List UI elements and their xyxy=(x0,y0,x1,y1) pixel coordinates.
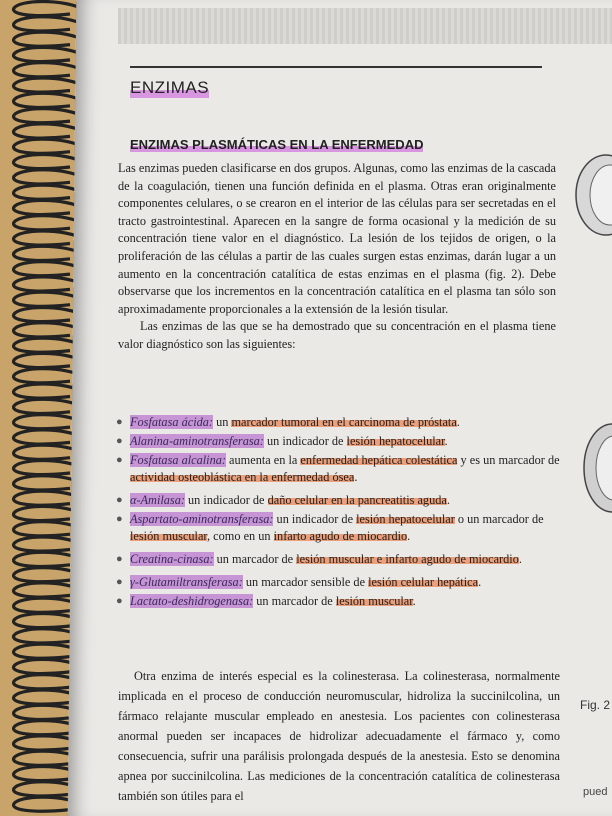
enzyme-term: Lactato-deshidrogenasa: xyxy=(130,593,254,608)
header-band xyxy=(118,8,612,44)
highlight: lesión muscular xyxy=(130,529,208,544)
text: . xyxy=(407,529,411,544)
highlight: enfermedad hepática colestática xyxy=(300,452,458,467)
bullet-icon: ● xyxy=(116,512,123,525)
text: un marcador de xyxy=(213,552,297,567)
highlight: actividad osteoblástica en la enfermedad ósea xyxy=(130,470,355,485)
chapter-heading: ENZIMAS xyxy=(130,78,210,97)
list-item xyxy=(116,452,561,487)
text: . xyxy=(456,415,460,429)
list-item xyxy=(116,574,561,592)
text: . xyxy=(412,593,416,608)
text: un marcador sensible de xyxy=(242,574,369,589)
text: o un marcador de xyxy=(454,511,544,526)
text: un indicador de xyxy=(273,511,357,526)
text: . xyxy=(354,470,358,485)
paragraph-2: Las enzimas de las que se ha demostrado que su concentración en el plasma tiene valor diagnóstico son las siguientes: xyxy=(118,319,556,351)
heading-rule xyxy=(130,66,542,68)
spiral-ring xyxy=(13,2,86,16)
figure-vessel-illustration-top xyxy=(566,150,612,240)
paragraph-1: Las enzimas pueden clasificarse en dos grupos. Algunas, como las enzimas de la cascada de la coagulación, tienen una función definida en el plasma. Otras eran originalmente componentes celulares, o se crearon en el interior de las células para ser secretadas en el tracto gastrointestinal. Aparecen en la sangre de forma ocasional y la medición de su concentración tiene valor en el diagnóstico. La lesión de los tejidos de origen, o la proliferación de las células a partir de las cuales surgen estas enzimas, darán lugar a un aumento en la concentración catalítica de estas enzimas en el plasma (fig. 2). Debe observarse que los incrementos en la concentración catalítica en el plasma tan sólo son aproximadamente proporcionales a la extensión de la lesión tisular. xyxy=(118,161,556,316)
list-item xyxy=(116,492,561,510)
text: aumenta en la xyxy=(225,452,301,467)
enzyme-term: Fosfatasa alcalina: xyxy=(130,452,226,467)
paragraph-3: Otra enzima de interés especial es la colinesterasa. La colinesterasa, normalmente implicada en el proceso de conducción neuromuscular, hidroliza la succinilcolina, un fármaco relajante muscular empleado en anestesia. Los pacientes con colinesterasa anormal pueden ser incapaces de hidrolizar adecuadamente el fármaco y, como consecuencia, sufrir una parálisis prolongada después de la anestesia. Esto se denomina apnea por succinilcolina. Las mediciones de la concentración catalítica de colinesterasa también son útiles para el xyxy=(118,669,560,803)
list-item xyxy=(116,511,561,546)
figure-label: Fig. 2 xyxy=(580,698,611,712)
bullet-icon: ● xyxy=(116,553,123,566)
text: y es un marcador de xyxy=(457,452,560,467)
text: un marcador de xyxy=(253,593,336,608)
margin-text: pued xyxy=(583,786,608,798)
section-heading: ENZIMAS PLASMÁTICAS EN LA ENFERMEDAD xyxy=(130,137,424,152)
enzyme-term: γ-Glutamiltransferasa: xyxy=(130,574,243,589)
highlight: lesión muscular e infarto agudo de miocardio xyxy=(296,552,519,567)
highlight: lesión hepatocelular xyxy=(346,433,445,448)
highlight: lesión celular hepática xyxy=(368,574,479,589)
text: un indicador de xyxy=(263,433,347,448)
bullet-icon: ● xyxy=(116,416,123,428)
text: . xyxy=(478,574,482,589)
text: un xyxy=(213,415,232,429)
text: . xyxy=(444,433,448,448)
text: un indicador de xyxy=(184,492,268,507)
highlight: daño celular en la pancreatitis aguda xyxy=(267,492,447,507)
list-item xyxy=(116,593,561,611)
enzyme-term: Fosfatasa ácida: xyxy=(130,415,213,429)
bullet-icon: ● xyxy=(116,493,123,506)
text: . xyxy=(518,552,522,567)
bullet-icon: ● xyxy=(116,594,123,607)
text: , como en un xyxy=(207,529,274,544)
enzyme-term: Creatina-cinasa: xyxy=(130,552,214,567)
highlight: lesión muscular xyxy=(335,593,413,608)
bullet-icon: ● xyxy=(116,434,123,447)
intro-text xyxy=(118,160,556,354)
list-item xyxy=(116,414,561,432)
enzyme-term: Aspartato-aminotransferasa: xyxy=(130,511,274,526)
highlight: marcador tumoral en el carcinoma de próstata xyxy=(231,415,457,429)
figure-vessel-illustration-bottom xyxy=(578,418,612,518)
list-item xyxy=(116,433,561,451)
highlight: lesión hepatocelular xyxy=(356,511,455,526)
closing-text xyxy=(118,666,560,806)
enzyme-list xyxy=(116,414,561,611)
highlight: infarto agudo de miocardio xyxy=(273,529,408,544)
enzyme-term: α-Amilasa: xyxy=(130,492,185,507)
text: . xyxy=(446,492,450,507)
list-item xyxy=(116,551,561,569)
enzyme-term: Alanina-aminotransferasa: xyxy=(130,433,264,448)
bullet-icon: ● xyxy=(116,453,123,466)
bullet-icon: ● xyxy=(116,575,123,588)
